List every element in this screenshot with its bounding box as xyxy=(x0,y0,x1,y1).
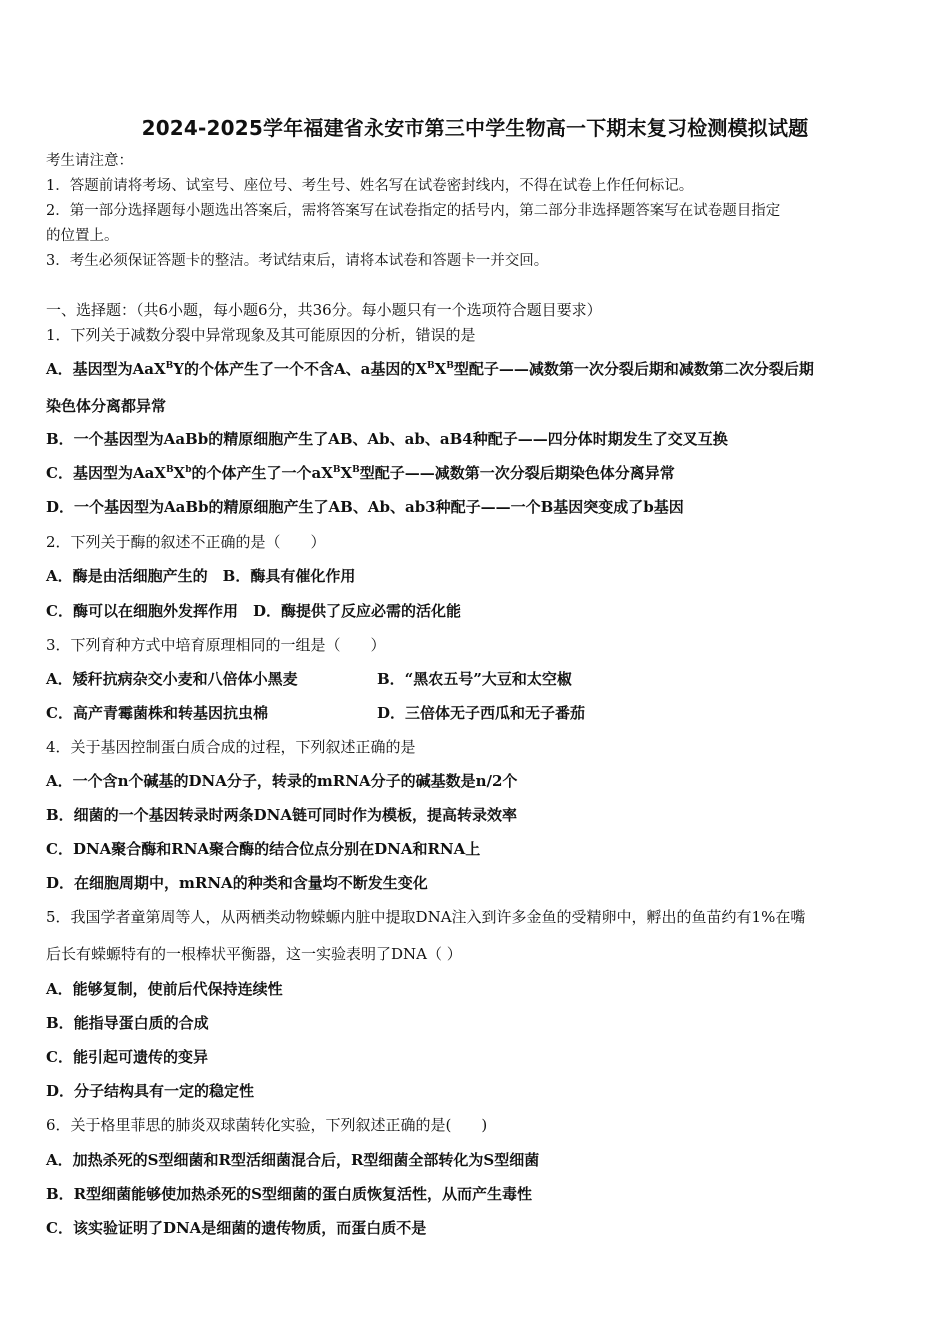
question-2-option-c: C．酶可以在细胞外发挥作用 xyxy=(46,602,238,620)
question-6-option-b: B．R型细菌能够使加热杀死的S型细菌的蛋白质恢复活性，从而产生毒性 xyxy=(46,1185,532,1203)
superscript: B xyxy=(165,361,174,371)
question-1-stem: 1．下列关于减数分裂中异常现象及其可能原因的分析，错误的是 xyxy=(46,326,476,344)
option-text: 型配子——减数第一次分裂后期染色体分离异常 xyxy=(359,464,675,482)
question-5-option-c: C．能引起可遗传的变异 xyxy=(46,1048,208,1066)
question-3-options-cd xyxy=(46,703,910,723)
question-4-option-b: B．细菌的一个基因转录时两条DNA链可同时作为模板，提高转录效率 xyxy=(46,806,518,824)
question-1-option-b: B．一个基因型为AaBb的精原细胞产生了AB、Ab、ab、aB4种配子——四分体时期发生了交叉互换 xyxy=(46,430,728,448)
superscript: B xyxy=(165,465,174,475)
section-heading: 一、选择题：（共6小题，每小题6分，共36分。每小题只有一个选项符合题目要求） xyxy=(46,301,602,319)
superscript: B xyxy=(426,361,435,371)
question-2-option-b: B．酶具有催化作用 xyxy=(222,567,356,585)
superscript: B xyxy=(332,465,341,475)
question-5-option-a: A．能够复制，使前后代保持连续性 xyxy=(46,980,283,998)
option-text: X xyxy=(434,360,447,378)
question-3-stem: 3．下列育种方式中培育原理相同的一组是（ ） xyxy=(46,636,386,654)
question-2-options-cd xyxy=(46,601,910,621)
notice-item-3: 3．考生必须保证答题卡的整洁。考试结束后，请将本试卷和答题卡一并交回。 xyxy=(46,253,549,269)
option-text: 型配子——减数第一次分裂后期和减数第二次分裂后期 xyxy=(453,360,814,378)
option-text: X xyxy=(173,464,186,482)
question-1-option-c xyxy=(46,463,910,483)
superscript: b xyxy=(185,465,192,475)
option-text: X xyxy=(340,464,353,482)
question-3-option-d: D．三倍体无子西瓜和无子番茄 xyxy=(377,704,586,722)
option-text: C．基因型为AaX xyxy=(46,464,166,482)
question-2-stem: 2．下列关于酶的叙述不正确的是（ ） xyxy=(46,533,326,551)
notice-heading: 考生请注意： xyxy=(46,153,133,169)
option-text: 的个体产生了一个aX xyxy=(191,464,333,482)
notice-item-2: 2．第一部分选择题每小题选出答案后，需将答案写在试卷指定的括号内，第二部分非选择题答案写在试卷题目指定 xyxy=(46,203,781,219)
question-3-option-a: A．矮秆抗病杂交小麦和八倍体小黑麦 xyxy=(46,670,298,688)
question-6-stem: 6．关于格里菲思的肺炎双球菌转化实验，下列叙述正确的是( ) xyxy=(46,1116,488,1134)
superscript: B xyxy=(352,465,360,475)
question-1-option-a xyxy=(46,359,910,379)
question-1-option-a-cont: 染色体分离都异常 xyxy=(46,397,167,415)
superscript: B xyxy=(446,361,454,371)
question-4-option-d: D．在细胞周期中，mRNA的种类和含量均不断发生变化 xyxy=(46,874,428,892)
question-4-option-c: C．DNA聚合酶和RNA聚合酶的结合位点分别在DNA和RNA上 xyxy=(46,840,481,858)
question-4-stem: 4．关于基因控制蛋白质合成的过程，下列叙述正确的是 xyxy=(46,738,416,756)
option-text: Y的个体产生了一个不含A、a基因的X xyxy=(173,360,427,378)
notice-item-2-cont: 的位置上。 xyxy=(46,228,119,244)
question-1-option-d: D．一个基因型为AaBb的精原细胞产生了AB、Ab、ab3种配子——一个B基因突变成了b基因 xyxy=(46,498,684,516)
question-5-option-b: B．能指导蛋白质的合成 xyxy=(46,1014,209,1032)
question-6-option-a: A．加热杀死的S型细菌和R型活细菌混合后，R型细菌全部转化为S型细菌 xyxy=(46,1151,540,1169)
question-4-option-a: A．一个含n个碱基的DNA分子，转录的mRNA分子的碱基数是n/2个 xyxy=(46,772,518,790)
page-title: 2024-2025学年福建省永安市第三中学生物高一下期末复习检测模拟试题 xyxy=(141,116,809,140)
question-2-option-a: A．酶是由活细胞产生的 xyxy=(46,567,208,585)
question-2-option-d: D．酶提供了反应必需的活化能 xyxy=(252,602,461,620)
notice-item-1: 1．答题前请将考场、试室号、座位号、考生号、姓名写在试卷密封线内，不得在试卷上作任何标记。 xyxy=(46,178,694,194)
question-2-options-ab xyxy=(46,566,910,586)
question-3-options-ab xyxy=(46,669,910,689)
question-5-stem: 5．我国学者童第周等人，从两栖类动物蝾螈内脏中提取DNA注入到许多金鱼的受精卵中，孵出的鱼苗约有1%在嘴 xyxy=(46,908,806,926)
question-5-stem-cont: 后长有蝾螈特有的一根棒状平衡器，这一实验表明了DNA（ ） xyxy=(46,945,462,963)
question-5-option-d: D．分子结构具有一定的稳定性 xyxy=(46,1082,255,1100)
option-text: A．基因型为AaX xyxy=(46,360,166,378)
question-6-option-c: C．该实验证明了DNA是细菌的遗传物质，而蛋白质不是 xyxy=(46,1219,427,1237)
question-3-option-c: C．高产青霉菌株和转基因抗虫棉 xyxy=(46,704,268,722)
question-3-option-b: B．“黑农五号”大豆和太空椒 xyxy=(377,670,572,688)
